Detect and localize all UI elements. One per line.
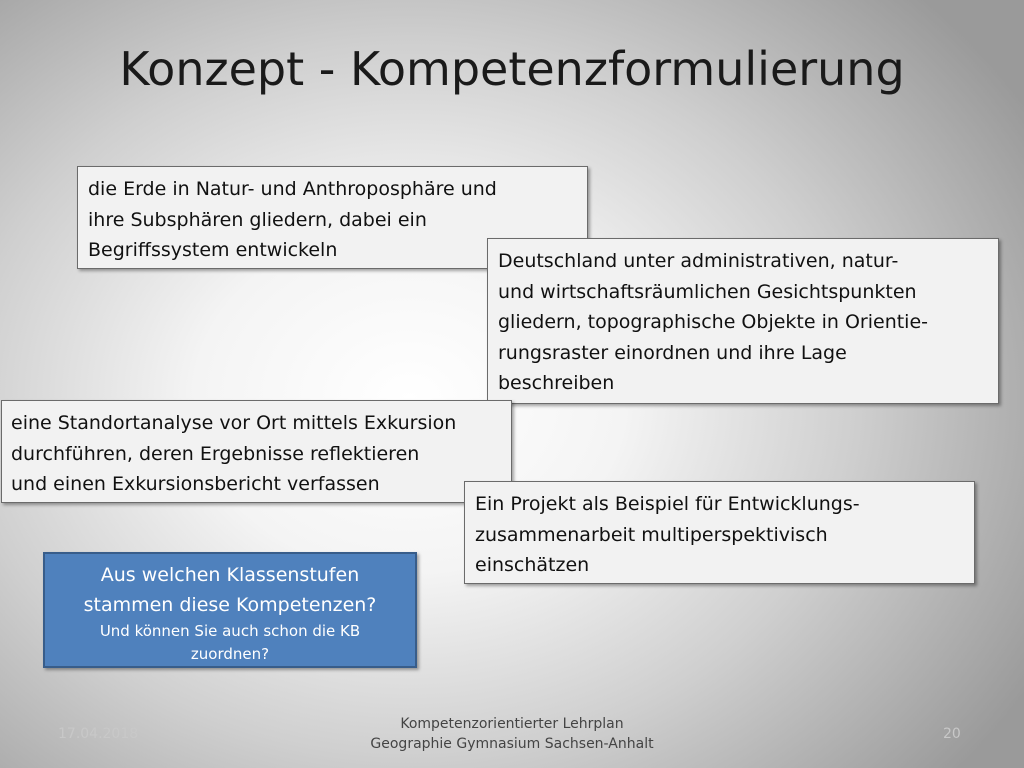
- question-box: [43, 552, 417, 668]
- footer-text: Kompetenzorientierter Lehrplan Geographie Gymnasium Sachsen-Anhalt: [370, 716, 654, 752]
- competence-card-standortanalyse: eine Standortanalyse vor Ort mittels Exkursion durchführen, deren Ergebnisse reflektieren und einen Exkursionsbericht verfassen: [1, 400, 512, 503]
- footer-page-number: 20: [943, 726, 961, 742]
- competence-card-deutschland: Deutschland unter administrativen, natur- und wirtschaftsräumlichen Gesichtspunkten gliedern, topographische Objekte in Orientie- rungsraster einordnen und ihre Lage beschreiben: [487, 238, 999, 404]
- question-main: Aus welchen Klassenstufen stammen diese Kompetenzen?: [83, 564, 377, 616]
- competence-card-projekt: Ein Projekt als Beispiel für Entwicklungs- zusammenarbeit multiperspektivisch einschätzen: [464, 481, 975, 584]
- competence-card-erde: die Erde in Natur- und Anthroposphäre und ihre Subsphären gliedern, dabei ein Begriffssystem entwickeln: [77, 166, 588, 269]
- question-sub: Und können Sie auch schon die KB zuordnen?: [99, 622, 361, 663]
- slide-title: Konzept - Kompetenzformulierung: [119, 42, 905, 96]
- footer-date: 17.04.2018: [58, 726, 139, 742]
